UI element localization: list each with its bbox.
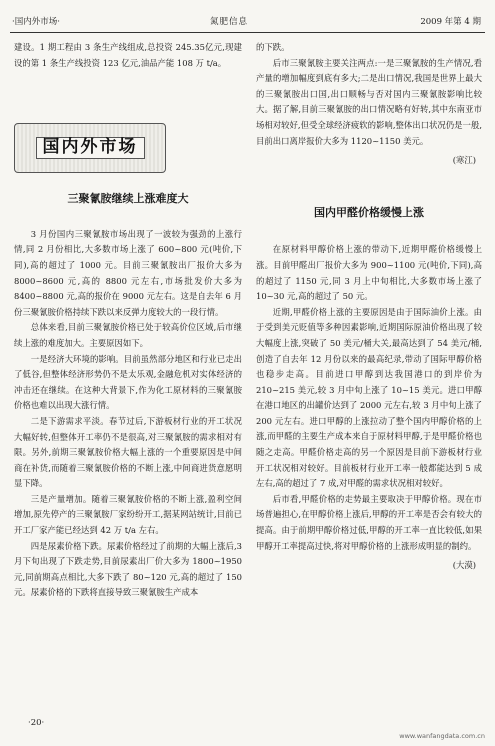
header-rule [10, 32, 485, 33]
running-header [10, 14, 485, 30]
article-paragraph: 3 月份国内三聚氰胺市场出现了一波较为强劲的上涨行情,同 2 月份相比,大多数市场上涨了 600~800 元(吨价,下同),高的超过了 1000 元。目前三聚氰胺出厂报价大多为 8000~8600 元,高的 8800 元左右,市场批发价大多为 8400~8800 元,高的报价在 9000 元左右。这是自去年 6 月份三聚氰胺价格持续下跌以来反弹力度较大的一段行情。 [14, 228, 242, 317]
article-paragraph: 近期,甲醛价格上涨的主要原因是由于国际油价上涨。由于受到美元贬值等多种因素影响,近期国际原油价格出现了较大幅度上涨,突破了 50 美元/桶大关,最高达到了 54 美元/桶,创造了自去年 12 月份以来的最高纪录,带动了国际甲醇价格也稳步走高。目前进口甲醇到达我国港口的到岸价为 210~215 美元,较 3 月中旬上涨了 10~15 美元。进口甲醇在港口地区的出罐价达到了 2000 元左右,较 3 月中旬上涨了 200 元左右。进口甲醇的上涨拉动了整个国内甲醇价格的上涨,而甲醛的主要生产成本来自于原材料甲醇,于是甲醛价格也随之走高。甲醛价格走高的另一个原因是目前下游板材行业开工状况相对较好。目前板材行业开工率一般都能达到 5 成左右,高的超过了 7 成,对甲醛的需求状况相对较好。 [256, 306, 482, 489]
article-title-formaldehyde: 国内甲醛价格缓慢上涨 [314, 205, 424, 219]
article-paragraph: 总体来看,目前三聚氰胺价格已处于较高价位区域,后市继续上涨的难度加大。主要原因如下。 [14, 322, 242, 348]
article-title-melamine: 三聚氰胺继续上涨难度大 [67, 192, 189, 206]
right-column [256, 40, 482, 574]
source-watermark: www.wanfangdata.com.cn [399, 732, 485, 740]
continued-paragraph: 的下跌。 [256, 42, 290, 52]
article-paragraph: 四是尿素价格下跌。尿素价格经过了前期的大幅上涨后,3 月下旬出现了下跌走势,目前尿素出厂价大多为 1800~1950 元,同前期高点相比,大多下跌了 80~120 元,高的超过了 150 元。尿素价格的下跌将直接导致三聚氰胺生产成本 [14, 540, 242, 598]
article-paragraph: 后市看,甲醛价格的走势最主要取决于甲醇价格。现在市场普遍担心,在甲醇价格上涨后,甲醇的开工率是否会有较大的提高。由于前期甲醇价格过低,甲醇的开工率一直比较低,如果甲醇开工率提高过快,将对甲醇价格的上涨形成明显的制约。 [256, 493, 482, 551]
header-section: ·国内外市场· [12, 17, 60, 27]
article-paragraph: 二是下游需求平淡。春节过后,下游板材行业的开工状况大幅好转,但整体开工率仍不是很高,对三聚氰胺的需求相对有限。另外,前期三聚氰胺价格大幅上涨的一个重要原因是中间商在补货,而随着三聚氰胺价格的不断上涨,中间商进货意愿明显下降。 [14, 415, 242, 489]
intro-paragraph: 建设。1 期工程由 3 条生产线组成,总投资 245.35亿元,现建设的第 1 条生产线投资 123 亿元,油品产能 108 万 t/a。 [14, 42, 242, 68]
section-banner [14, 123, 166, 173]
page-number: ·20· [28, 718, 45, 728]
article-paragraph: 一是经济大环境的影响。目前虽然部分地区和行业已走出了低谷,但整体经济形势仍不是太乐观,金融危机对实体经济的冲击还在继续。在这种大背景下,作为化工原材料的三聚氰胺价格也难以出现大涨行情。 [14, 353, 242, 411]
header-issue: 2009 年第 4 期 [420, 17, 481, 27]
section-banner-label: 国内外市场 [36, 137, 145, 159]
byline-formaldehyde: (大漠) [452, 560, 476, 571]
left-column [14, 40, 242, 601]
header-journal-title: 氮肥信息 [210, 17, 249, 27]
byline-melamine: (寒江) [452, 155, 476, 166]
article-paragraph: 在原材料甲醇价格上涨的带动下,近期甲醛价格缓慢上涨。目前甲醛出厂报价大多为 900~1100 元(吨价,下同),高的超过了 1150 元,同 3 月上中旬相比,大多数市场上涨了 10~30 元,高的超过了 50 元。 [256, 244, 482, 302]
continued-paragraph: 后市三聚氰胺主要关注两点:一是三聚氰胺的生产情况,看产量的增加幅度到底有多大;二是出口情况,我国是世界上最大的三聚氰胺出口国,出口顺畅与否对国内三聚氰胺影响比较大。据了解,目前三聚氰胺的出口情况略有好转,其中东南亚市场相对较好,但受全球经济疲软的影响,整体出口状况仍是一般,目前出口离岸报价大多为 1120~1150 美元。 [256, 57, 482, 146]
article-paragraph: 三是产量增加。随着三聚氰胺价格的不断上涨,盈利空间增加,原先停产的三聚氰胺厂家纷纷开工,据某网站统计,目前已开工厂家产能已经达到 42 万 t/a 左右。 [14, 493, 242, 536]
